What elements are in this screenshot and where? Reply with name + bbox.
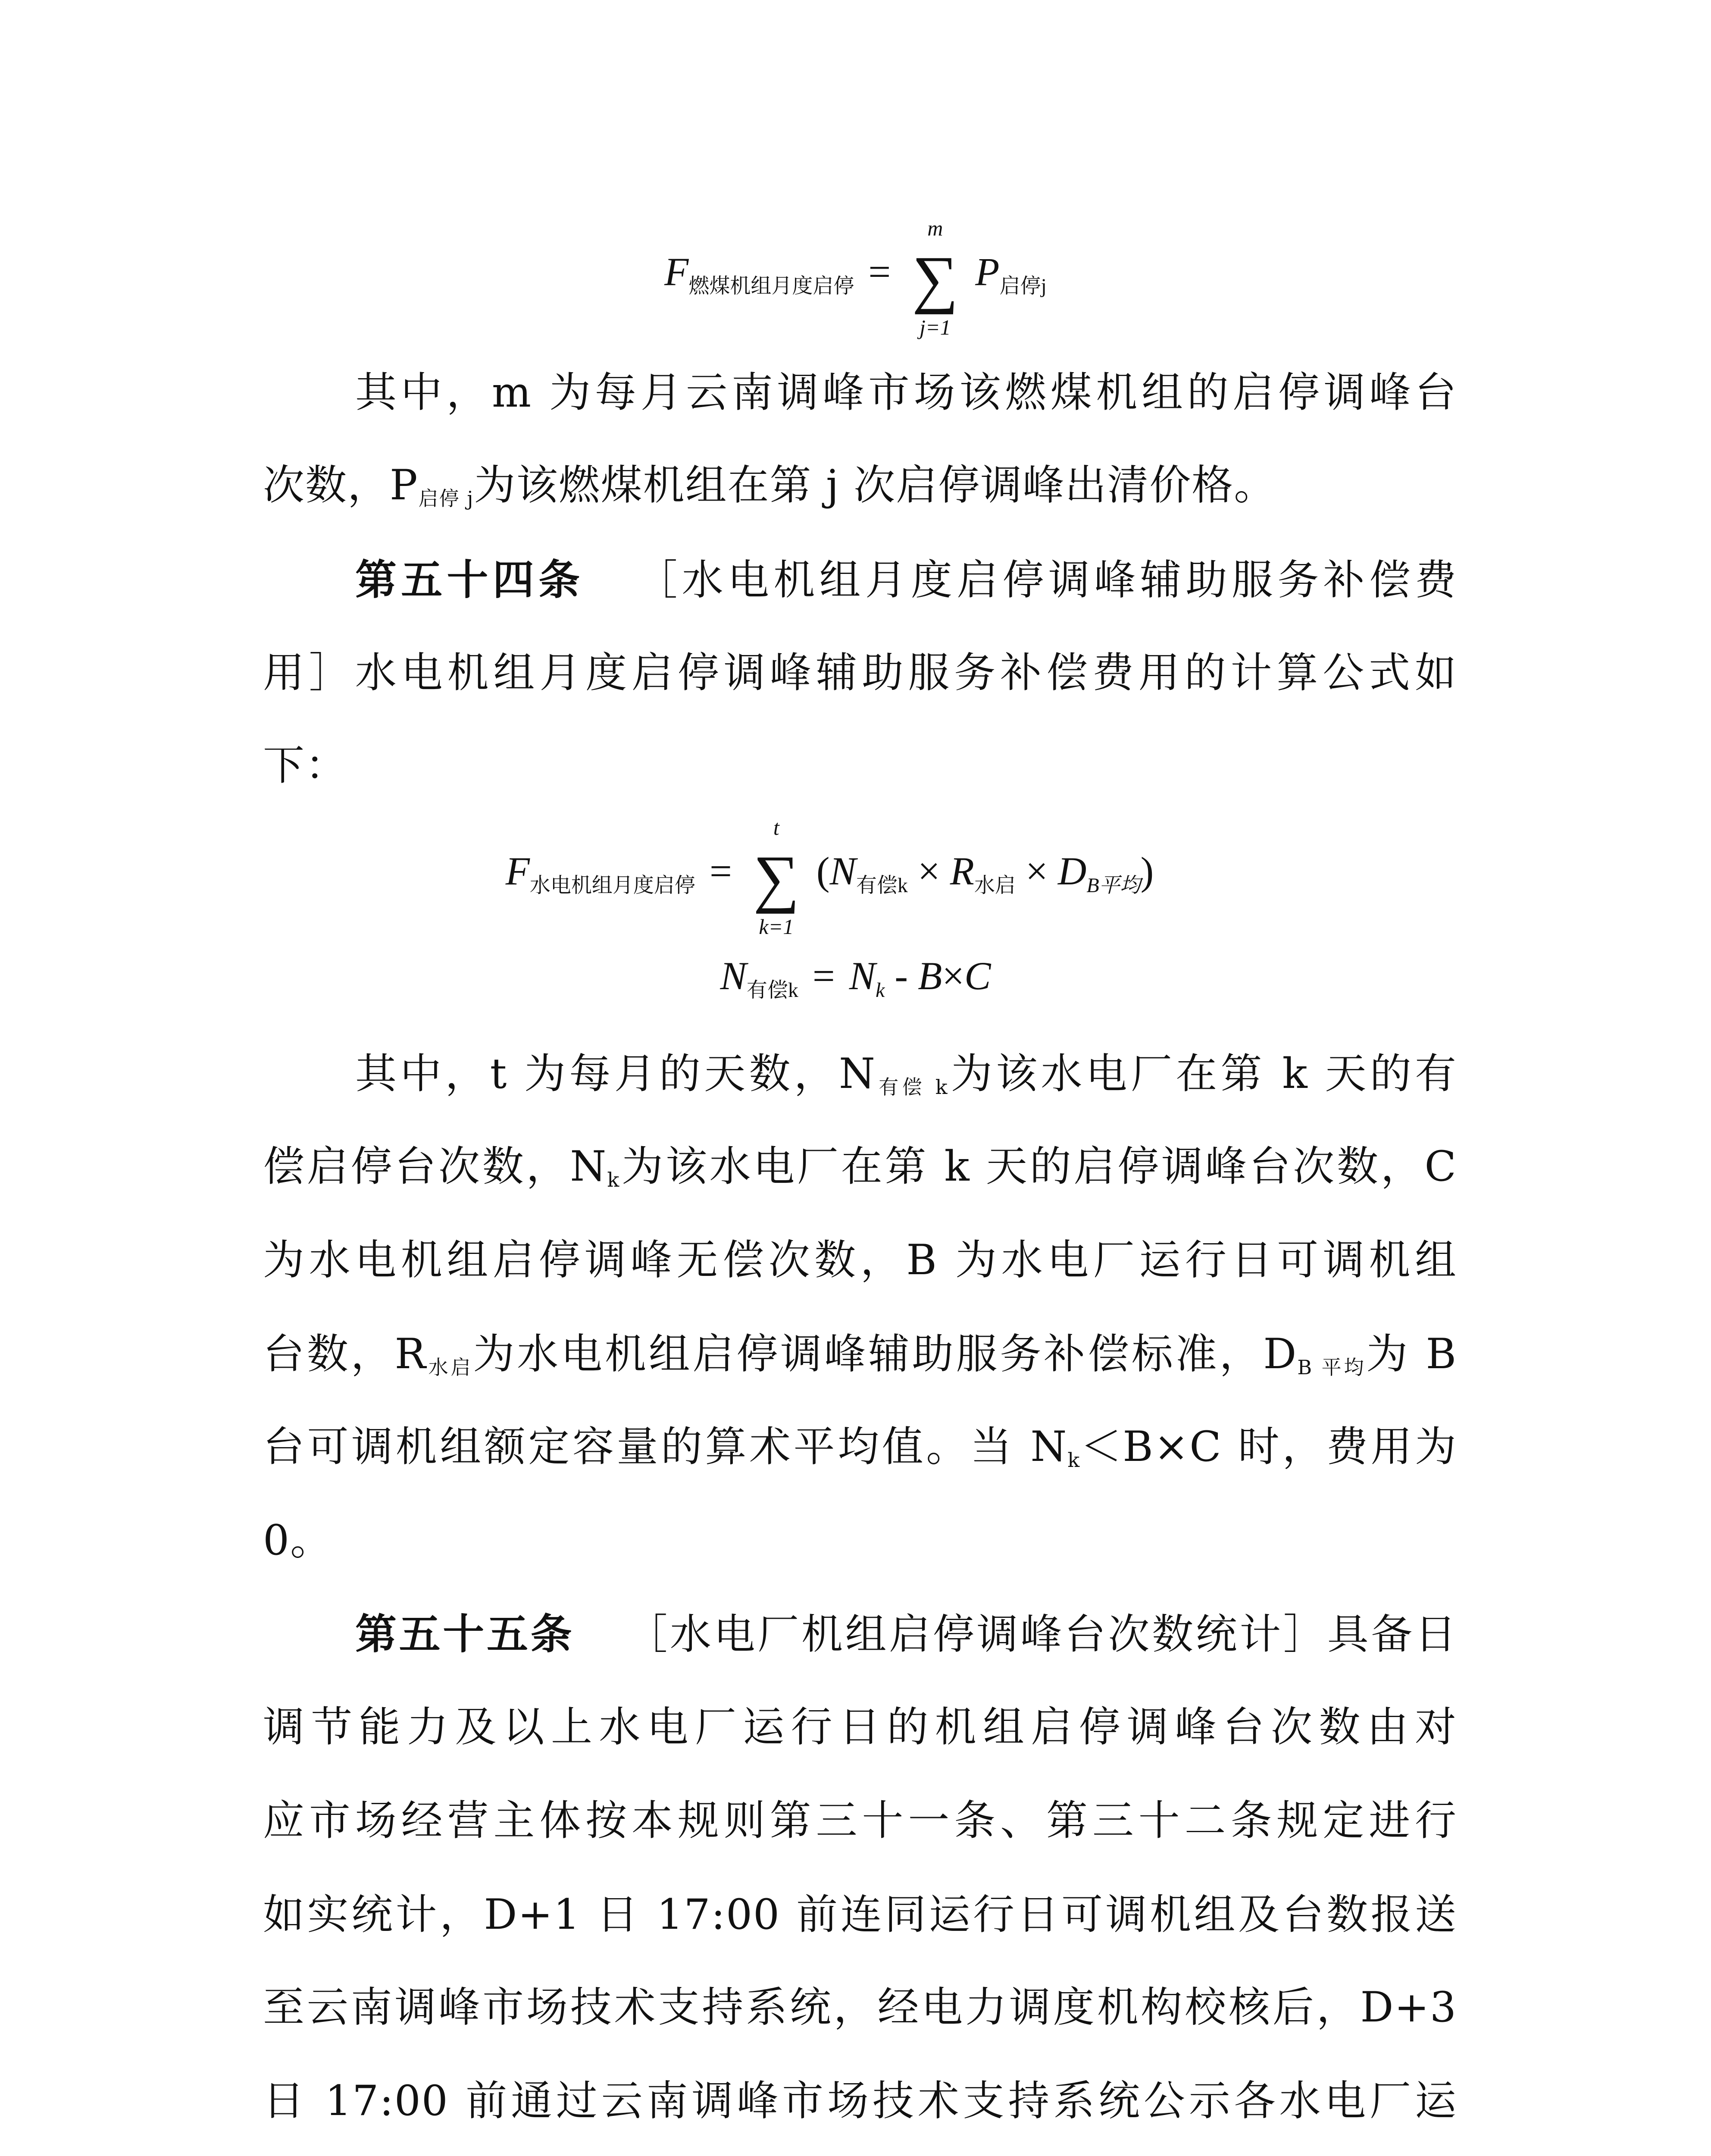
formula-hydro-startstop: F水电机组月度启停 = t ∑ k=1 (N有偿k × R水启 × DB平均) [505,815,1154,939]
formula-subscript: 启停j [999,275,1047,298]
text-line: 如实统计，D+1 日 17:00 前连同运行日可调机组及台数报送 [263,1890,1457,1939]
text-line: 日 17:00 前通过云南调峰市场技术支持系统公示各水电厂运 [263,2077,1457,2125]
text-line: 应市场经营主体按本规则第三十一条、第三十二条规定进行 [263,1796,1457,1845]
text-line: 下： [263,741,347,790]
text-line: 台数，$R_{水启}$为水电机组启停调峰辅助服务补偿标准，$D_{B 平均}$为 B [263,1330,1458,1379]
text-line: 台可调机组额定容量的算术平均值。当 $N_k<B\times C$ 时，费用为 [263,1423,1458,1472]
article-55-heading-line: 第五十五条 ［水电厂机组启停调峰台次数统计］具备日 [355,1610,1458,1658]
article-54-heading-line: 第五十四条 ［水电机组月度启停调峰辅助服务补偿费 [355,555,1458,604]
text-line: 调节能力及以上水电厂运行日的机组启停调峰台次数由对 [263,1703,1457,1751]
sum-lower-limit: j=1 [919,315,951,339]
text-line: 其中，t 为每月的天数，$N_{有偿 k}$为该水电厂在第 k 天的有 [355,1050,1458,1099]
formula-paid-count: N有偿k = Nk - B×C [720,954,991,1002]
sigma-glyph: ∑ [912,243,958,315]
article-heading: 第五十四条 [355,555,585,604]
sum-upper-limit: m [927,216,943,240]
text-line: 偿启停台次数，$N_k$为该水电厂在第 k 天的启停调峰台次数，C [263,1142,1458,1191]
text-line: 至云南调峰市场技术支持系统，经电力调度机构校核后，D+3 [263,1983,1457,2031]
text-line: 次数，$P_{启停 j}$为该燃煤机组在第 j 次启停调峰出清价格。 [263,461,1276,510]
article-heading: 第五十五条 [355,1610,575,1658]
text-line: 其中，m 为每月云南调峰市场该燃煤机组的启停调峰台 [355,368,1457,417]
formula-coal-startstop [0,216,1711,339]
formula-var: P [975,250,1000,294]
summation-symbol: t ∑ k=1 [753,815,800,939]
summation-symbol [905,216,965,339]
text-line: 用］水电机组月度启停调峰辅助服务补偿费用的计算公式如 [263,649,1457,697]
formula-subscript: 燃煤机组月度启停 [688,275,854,298]
text-line: 0。 [263,1516,333,1564]
text-line: 为水电机组启停调峰无偿次数，B 为水电厂运行日可调机组 [263,1236,1457,1284]
formula-equals: = [868,250,891,294]
formula-var: F [664,250,689,294]
